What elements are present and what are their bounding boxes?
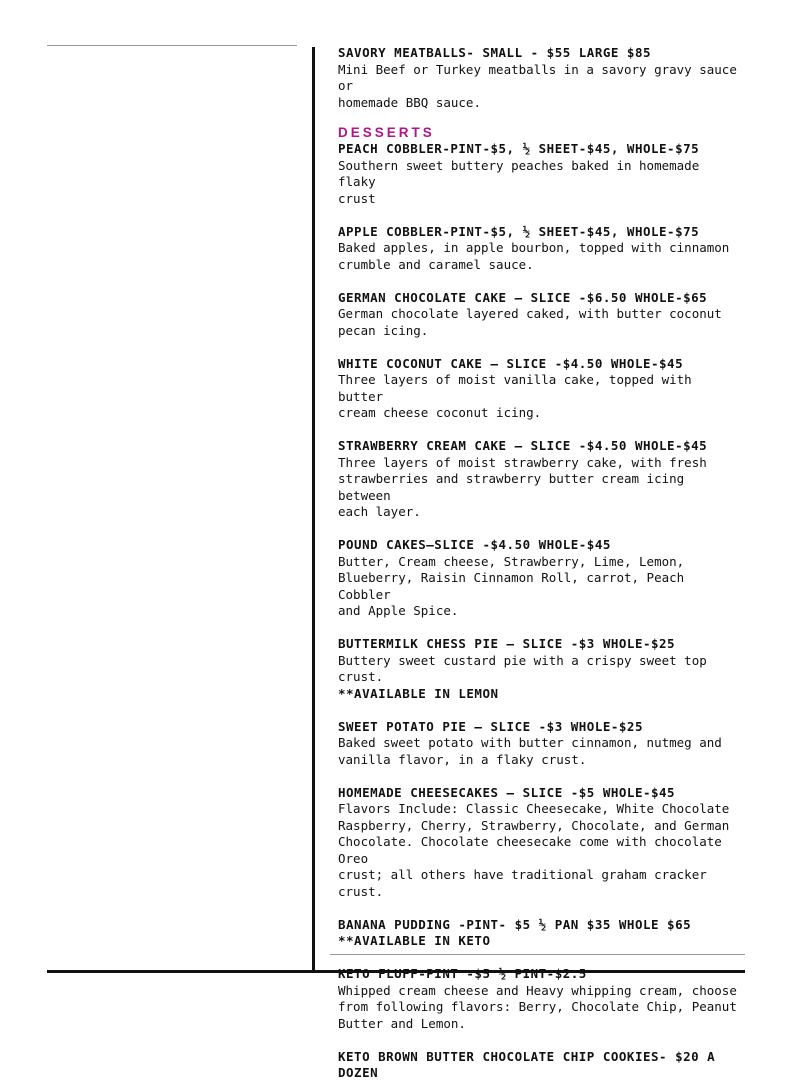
- menu-item: [338, 438, 738, 521]
- menu-item-title: PEACH COBBLER-PINT-$5, ½ SHEET-$45, WHOLE-$75: [338, 141, 700, 156]
- column-divider: [312, 47, 315, 972]
- menu-item-title: GERMAN CHOCOLATE CAKE – SLICE -$6.50 WHOLE-$65: [338, 289, 708, 305]
- menu-item-description: Mini Beef or Turkey meatballs in a savory gravy sauce or homemade BBQ sauce.: [338, 61, 737, 110]
- menu-item: [338, 636, 738, 702]
- menu-item-note: **AVAILABLE IN KETO: [338, 933, 491, 948]
- item-spacer: [338, 207, 738, 224]
- menu-item-description: Baked sweet potato with butter cinnamon, nutmeg and vanilla flavor, in a flaky crust.: [338, 735, 722, 767]
- menu-item: [338, 290, 738, 340]
- menu-item-title: BUTTERMILK CHESS PIE – SLICE -$3 WHOLE-$25: [338, 636, 676, 651]
- menu-item-title: KETO FLUFF-PINT -$5 ½ PINT-$2.5: [338, 966, 587, 981]
- menu-column: [338, 45, 738, 1082]
- menu-item-description: Southern sweet buttery peaches baked in homemade flaky crust: [338, 157, 700, 206]
- item-spacer: [338, 620, 738, 637]
- menu-item-title: SWEET POTATO PIE – SLICE -$3 WHOLE-$25: [338, 718, 643, 734]
- menu-item-description: Three layers of moist vanilla cake, topped with butter cream cheese coconut icing.: [338, 372, 692, 420]
- menu-item-description: Whipped cream cheese and Heavy whipping cream, choose from following flavors: Berry, Chocolate Chip, Peanut Butter and Lemon.: [338, 982, 737, 1031]
- menu-item-description: Butter, Cream cheese, Strawberry, Lime, Lemon, Blueberry, Raisin Cinnamon Roll, carrot, Peach Cobbler and Apple Spice.: [338, 553, 685, 618]
- menu-item: [338, 1049, 738, 1082]
- section-heading-desserts: DESSERTS: [338, 125, 435, 140]
- item-spacer: [338, 950, 738, 967]
- menu-item-title: KETO BROWN BUTTER CHOCOLATE CHIP COOKIES- $20 A DOZEN: [338, 1048, 716, 1080]
- menu-item: [338, 224, 738, 274]
- item-spacer: [338, 273, 738, 290]
- menu-item: [338, 537, 738, 620]
- menu-item-title: POUND CAKES–SLICE -$4.50 WHOLE-$45: [338, 537, 611, 552]
- menu-item-description: Flavors Include: Classic Cheesecake, White Chocolate Raspberry, Cherry, Strawberry, Chocolate, and German Chocolate. Chocolate cheesecake come with chocolate Oreo crust; all others have traditional graham cracker crust.: [338, 801, 730, 899]
- menu-item-note: **AVAILABLE IN LEMON: [338, 685, 499, 701]
- menu-item: [338, 917, 738, 950]
- menu-item-description: German chocolate layered caked, with butter coconut pecan icing.: [338, 306, 722, 338]
- menu-item-description: Baked apples, in apple bourbon, topped with cinnamon crumble and caramel sauce.: [338, 240, 730, 272]
- item-spacer: [338, 1032, 738, 1049]
- menu-item: [338, 719, 738, 769]
- menu-item-title: SAVORY MEATBALLS- SMALL - $55 LARGE $85: [338, 45, 651, 60]
- menu-item-description: Three layers of moist strawberry cake, with fresh strawberries and strawberry butter cream icing between each layer.: [338, 454, 707, 519]
- dessert-list: [338, 141, 738, 1082]
- menu-item: [338, 141, 738, 207]
- menu-item-title: BANANA PUDDING -PINT- $5 ½ PAN $35 WHOLE $65: [338, 916, 692, 932]
- item-spacer: [338, 521, 738, 538]
- item-spacer: [338, 900, 738, 917]
- menu-item-title: APPLE COBBLER-PINT-$5, ½ SHEET-$45, WHOLE-$75: [338, 223, 700, 239]
- item-spacer: [338, 422, 738, 439]
- menu-item: [338, 966, 738, 1032]
- menu-item-title: WHITE COCONUT CAKE – SLICE -$4.50 WHOLE-$45: [338, 355, 684, 371]
- menu-item: [338, 356, 738, 422]
- menu-item-savory-meatballs: [338, 45, 738, 111]
- item-spacer: [338, 339, 738, 356]
- menu-item: [338, 785, 738, 901]
- menu-item-title: STRAWBERRY CREAM CAKE – SLICE -$4.50 WHOLE-$45: [338, 438, 708, 453]
- menu-item-description: Buttery sweet custard pie with a crispy sweet top crust.: [338, 652, 715, 684]
- menu-item-title: HOMEMADE CHEESECAKES – SLICE -$5 WHOLE-$45: [338, 784, 676, 800]
- top-left-divider: [47, 45, 297, 46]
- item-spacer: [338, 768, 738, 785]
- item-spacer: [338, 702, 738, 719]
